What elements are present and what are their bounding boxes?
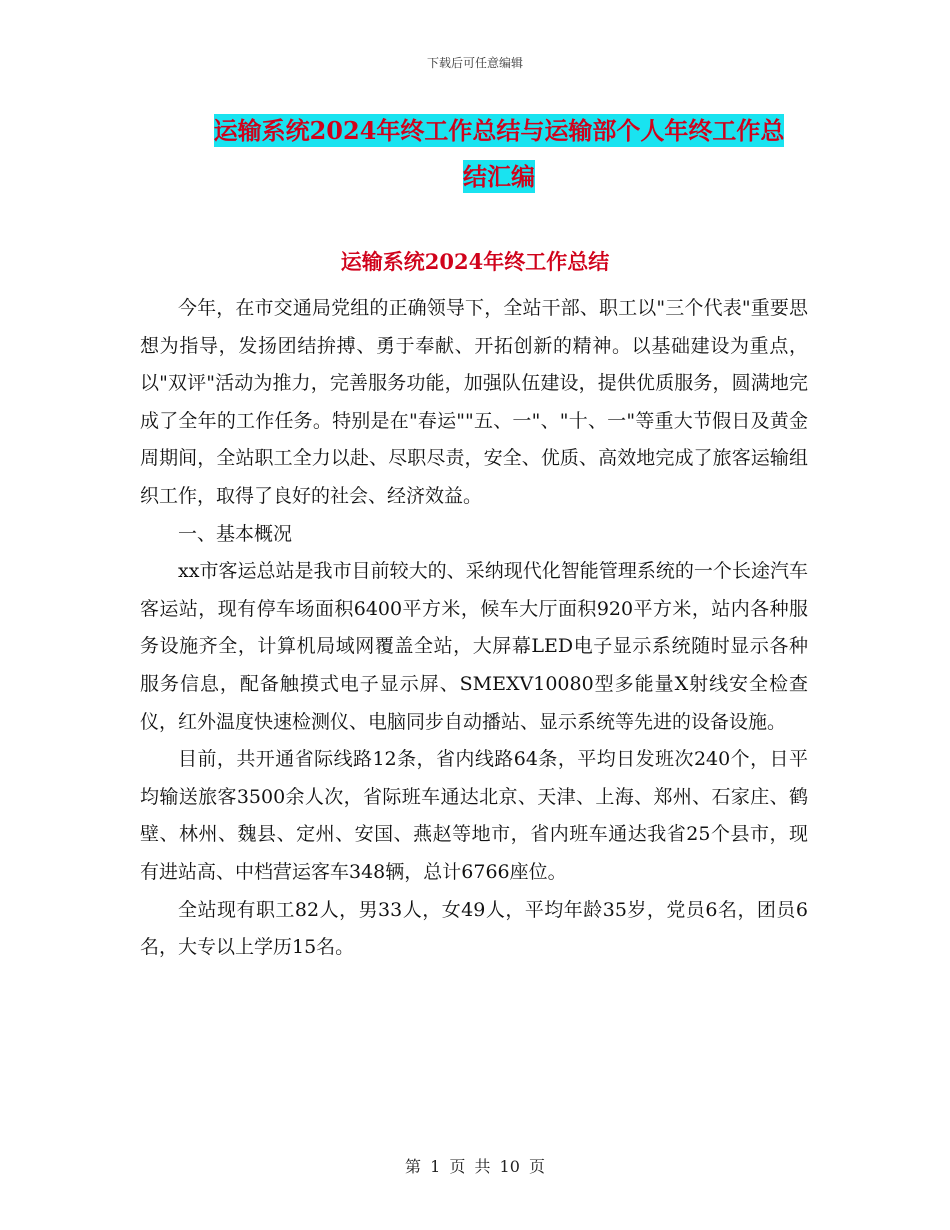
paragraph-station-overview: xx市客运总站是我市目前较大的、采纳现代化智能管理系统的一个长途汽车客运站，现有停车场面积6400平方米，候车大厅面积920平方米，站内各种服务设施齐全，计算机局域网覆盖全站，大屏幕LED电子显示系统随时显示各种服务信息，配备触摸式电子显示屏、SMEXV10080型多能量X射线安全检查仪，红外温度快速检测仪、电脑同步自动播站、显示系统等先进的设备设施。: [140, 560, 808, 733]
title-line-2: 结汇编: [463, 162, 535, 191]
document-title: [140, 108, 858, 200]
paragraph-heading-overview: 一、基本概况: [178, 522, 293, 545]
paragraph-routes: 目前，共开通省际线路12条，省内线路64条，平均日发班次240个，日平均输送旅客3500余人次，省际班车通达北京、天津、上海、郑州、石家庄、鹤壁、林州、魏县、定州、安国、燕赵等地市，省内班车通达我省25个县市，现有进站高、中档营运客车348辆，总计6766座位。: [140, 748, 808, 883]
paragraph-staff: 全站现有职工82人，男33人，女49人，平均年龄35岁，党员6名，团员6名，大专以上学历15名。: [140, 898, 808, 959]
page-footer: 第 1 页 共 10 页: [405, 1157, 545, 1176]
title-line-1: 运输系统2024年终工作总结与运输部个人年终工作总: [213, 116, 785, 145]
paragraph-intro: 今年，在市交通局党组的正确领导下，全站干部、职工以"三个代表"重要思想为指导，发扬团结拚搏、勇于奉献、开拓创新的精神。以基础建设为重点，以"双评"活动为推力，完善服务功能，加强队伍建设，提供优质服务，圆满地完成了全年的工作任务。特别是在"春运""五、一"、"十、一"等重大节假日及黄金周期间，全站职工全力以赴、尽职尽责，安全、优质、高效地完成了旅客运输组织工作，取得了良好的社会、经济效益。: [140, 297, 808, 507]
header-note: 下载后可任意编辑: [426, 56, 523, 70]
section-title: 运输系统2024年终工作总结: [340, 249, 610, 274]
document-body: [140, 290, 808, 967]
